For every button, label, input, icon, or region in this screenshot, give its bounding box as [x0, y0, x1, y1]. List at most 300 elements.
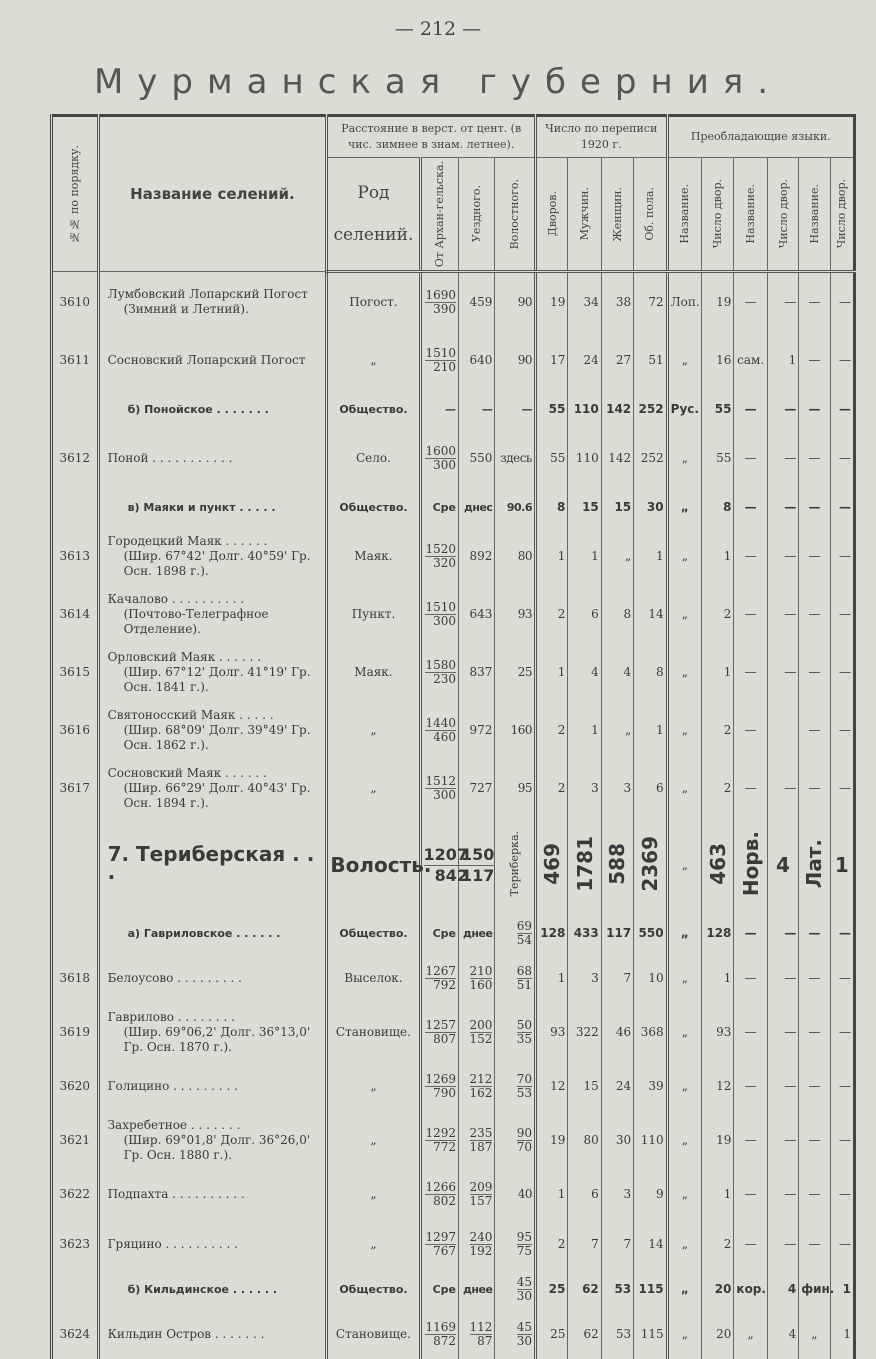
lang1-name: „ — [667, 817, 701, 913]
dist-volost: здесь — [495, 429, 536, 487]
census-dvorov: 12 — [535, 1061, 567, 1111]
lang2-name: кор. — [734, 1269, 767, 1309]
census-women: 588 — [601, 817, 633, 913]
lang3-name: — — [799, 1003, 830, 1061]
census-men: 322 — [568, 1003, 601, 1061]
lang2-dvor: — — [767, 1219, 798, 1269]
census-women: 3 — [601, 1169, 633, 1219]
census-women: 7 — [601, 953, 633, 1003]
lang1-dvor: 2 — [702, 701, 734, 759]
dist-volost: $\frac{50}{35}$ — [495, 1003, 536, 1061]
lang1-dvor: 20 — [702, 1269, 734, 1309]
dist-uezd: 972 — [458, 701, 494, 759]
settlement-type: „ — [327, 1061, 420, 1111]
lang1-name: „ — [667, 913, 701, 953]
census-dvorov: 2 — [535, 701, 567, 759]
dist-arkhangelsk: $\frac{1267}{792}$ — [420, 953, 458, 1003]
census-women: 30 — [601, 1111, 633, 1169]
lang2-name: — — [734, 643, 767, 701]
census-dvorov: 1 — [535, 643, 567, 701]
dist-uezd: $\frac{112}{87}$ — [458, 1309, 494, 1359]
settlements-table — [50, 114, 856, 1359]
dist-volost: 40 — [495, 1169, 536, 1219]
table-row — [52, 643, 855, 701]
table-row — [52, 1219, 855, 1269]
census-total: 39 — [634, 1061, 667, 1111]
table-group-row — [52, 913, 855, 953]
census-women: 53 — [601, 1269, 633, 1309]
lang1-dvor: 1 — [702, 1169, 734, 1219]
census-men: 110 — [568, 429, 601, 487]
census-women: 142 — [601, 389, 633, 429]
settlement-type: Село. — [327, 429, 420, 487]
header-from-arkhangelsk: От Архан-гельска. — [420, 158, 458, 272]
dist-arkhangelsk: $\frac{1690}{390}$ — [420, 272, 458, 332]
settlement-type: Маяк. — [327, 527, 420, 585]
census-dvorov: 93 — [535, 1003, 567, 1061]
dist-uezd: днее — [458, 1269, 494, 1309]
lang1-dvor: 55 — [702, 389, 734, 429]
lang1-dvor: 1 — [702, 643, 734, 701]
settlement-type: Общество. — [327, 487, 420, 527]
lang1-name: „ — [667, 527, 701, 585]
dist-volost: 25 — [495, 643, 536, 701]
lang1-dvor: 2 — [702, 585, 734, 643]
table-group-row — [52, 1269, 855, 1309]
census-women: „ — [601, 527, 633, 585]
census-dvorov: 17 — [535, 331, 567, 389]
lang2-name: „ — [734, 1309, 767, 1359]
row-number: 3615 — [52, 643, 99, 701]
dist-arkhangelsk: Сре — [420, 487, 458, 527]
lang3-dvor: — — [830, 1169, 854, 1219]
header-rod: Род селений. — [327, 158, 420, 272]
census-women: 38 — [601, 272, 633, 332]
lang2-dvor: — — [767, 913, 798, 953]
lang1-name: „ — [667, 1269, 701, 1309]
dist-arkhangelsk: $\frac{1440}{460}$ — [420, 701, 458, 759]
dist-arkhangelsk: $\frac{1266}{802}$ — [420, 1169, 458, 1219]
census-dvorov: 128 — [535, 913, 567, 953]
settlement-name: Святоносский Маяк . . . . . (Шир. 68°09' Долг. 39°49' Гр. Осн. 1862 г.). — [98, 701, 327, 759]
lang3-name: — — [799, 759, 830, 817]
lang2-dvor: — — [767, 585, 798, 643]
lang2-dvor: 1 — [767, 331, 798, 389]
settlement-name: Кильдин Остров . . . . . . . — [98, 1309, 327, 1359]
dist-uezd: 892 — [458, 527, 494, 585]
lang2-name: — — [734, 701, 767, 759]
lang3-dvor: — — [830, 429, 854, 487]
settlement-type: Общество. — [327, 389, 420, 429]
lang2-dvor: 4 — [767, 1309, 798, 1359]
settlement-name: Поной . . . . . . . . . . . — [98, 429, 327, 487]
header-no: №№ по порядку. — [52, 116, 99, 272]
lang1-dvor: 1 — [702, 527, 734, 585]
census-total: 30 — [634, 487, 667, 527]
settlement-name: Захребетное . . . . . . . (Шир. 69°01,8' Долг. 36°26,0' Гр. Осн. 1880 г.). — [98, 1111, 327, 1169]
settlement-type: „ — [327, 1169, 420, 1219]
census-men: 15 — [568, 487, 601, 527]
table-group-row — [52, 817, 855, 913]
lang3-dvor: 1 — [830, 1309, 854, 1359]
dist-uezd: 640 — [458, 331, 494, 389]
lang3-dvor: — — [830, 1219, 854, 1269]
lang2-name: сам. — [734, 331, 767, 389]
dist-arkhangelsk: $\frac{1580}{230}$ — [420, 643, 458, 701]
header-language-group: Преобладающие языки. — [667, 116, 854, 158]
census-men: 1781 — [568, 817, 601, 913]
dist-uezd: $\frac{209}{157}$ — [458, 1169, 494, 1219]
lang1-name: „ — [667, 1169, 701, 1219]
lang1-dvor: 463 — [702, 817, 734, 913]
lang1-name: „ — [667, 487, 701, 527]
row-number: 3622 — [52, 1169, 99, 1219]
census-women: 3 — [601, 759, 633, 817]
settlement-type: Пункт. — [327, 585, 420, 643]
dist-volost: 80 — [495, 527, 536, 585]
row-number: 3611 — [52, 331, 99, 389]
census-dvorov: 25 — [535, 1269, 567, 1309]
census-men: 62 — [568, 1269, 601, 1309]
settlement-name: Белоусово . . . . . . . . . — [98, 953, 327, 1003]
census-men: 3 — [568, 759, 601, 817]
census-dvorov: 1 — [535, 1169, 567, 1219]
dist-volost: $\frac{45}{30}$ — [495, 1269, 536, 1309]
census-dvorov: 469 — [535, 817, 567, 913]
dist-volost: 160 — [495, 701, 536, 759]
census-total: 550 — [634, 913, 667, 953]
lang1-dvor: 2 — [702, 759, 734, 817]
lang1-dvor: 20 — [702, 1309, 734, 1359]
lang3-dvor: — — [830, 759, 854, 817]
lang3-name: „ — [799, 1309, 830, 1359]
lang2-name: — — [734, 487, 767, 527]
dist-uezd: 550 — [458, 429, 494, 487]
settlement-name: а) Гавриловское . . . . . . — [98, 913, 327, 953]
page-title: Мурманская губерния. — [93, 62, 783, 102]
lang3-name: — — [799, 701, 830, 759]
settlement-type: Маяк. — [327, 643, 420, 701]
census-men: 3 — [568, 953, 601, 1003]
lang2-name: — — [734, 759, 767, 817]
census-dvorov: 1 — [535, 953, 567, 1003]
settlement-name: 7. Териберская . . . — [98, 817, 327, 913]
header-lang2-dvor: Число двор. — [767, 158, 798, 272]
lang2-dvor: — — [767, 527, 798, 585]
census-men: 80 — [568, 1111, 601, 1169]
census-dvorov: 19 — [535, 272, 567, 332]
lang3-dvor: — — [830, 643, 854, 701]
lang3-dvor: — — [830, 1061, 854, 1111]
census-dvorov: 19 — [535, 1111, 567, 1169]
census-total: 1 — [634, 527, 667, 585]
header-name: Название селений. — [98, 116, 327, 272]
lang2-name: — — [734, 953, 767, 1003]
lang3-dvor: — — [830, 953, 854, 1003]
table-row — [52, 272, 855, 332]
lang2-name: — — [734, 272, 767, 332]
census-women: 53 — [601, 1309, 633, 1359]
dist-volost: $\frac{70}{53}$ — [495, 1061, 536, 1111]
dist-volost: $\frac{69}{54}$ — [495, 913, 536, 953]
dist-uezd: $\frac{240}{192}$ — [458, 1219, 494, 1269]
header-uezd: Уездного. — [458, 158, 494, 272]
row-number — [52, 1269, 99, 1309]
settlement-type: Погост. — [327, 272, 420, 332]
lang2-name: — — [734, 429, 767, 487]
settlement-type: „ — [327, 759, 420, 817]
lang3-name: — — [799, 1219, 830, 1269]
table-row — [52, 585, 855, 643]
census-men: 24 — [568, 331, 601, 389]
settlement-name: Качалово . . . . . . . . . . (Почтово-Телеграфное Отделение). — [98, 585, 327, 643]
lang3-dvor: — — [830, 1111, 854, 1169]
lang3-dvor: — — [830, 585, 854, 643]
lang2-dvor: — — [767, 1003, 798, 1061]
lang1-name: „ — [667, 1219, 701, 1269]
lang1-dvor: 93 — [702, 1003, 734, 1061]
lang3-name: — — [799, 1169, 830, 1219]
row-number — [52, 487, 99, 527]
row-number — [52, 817, 99, 913]
lang3-name: фин. — [799, 1269, 830, 1309]
row-number: 3618 — [52, 953, 99, 1003]
lang3-dvor: — — [830, 701, 854, 759]
lang1-dvor: 128 — [702, 913, 734, 953]
dist-arkhangelsk: — — [420, 389, 458, 429]
lang2-dvor: — — [767, 1169, 798, 1219]
table-row — [52, 527, 855, 585]
lang3-dvor: 1 — [830, 817, 854, 913]
settlement-name: Лумбовский Лопарский Погост (Зимний и Летний). — [98, 272, 327, 332]
lang2-name: — — [734, 1219, 767, 1269]
dist-arkhangelsk: Сре — [420, 1269, 458, 1309]
dist-arkhangelsk: $\frac{1520}{320}$ — [420, 527, 458, 585]
census-total: 115 — [634, 1309, 667, 1359]
dist-volost: 90 — [495, 272, 536, 332]
dist-uezd: днее — [458, 913, 494, 953]
header-distance-group: Расстояние в верст. от цент. (в чис. зимнее в знам. летнее). — [327, 116, 536, 158]
header-ob-pola: Об. пола. — [634, 158, 667, 272]
lang2-dvor: 4 — [767, 1269, 798, 1309]
lang3-dvor: — — [830, 527, 854, 585]
row-number: 3613 — [52, 527, 99, 585]
lang1-dvor: 19 — [702, 1111, 734, 1169]
lang2-dvor: — — [767, 272, 798, 332]
lang2-dvor: — — [767, 643, 798, 701]
settlement-name: в) Маяки и пункт . . . . . — [98, 487, 327, 527]
header-zhen: Женщин. — [601, 158, 633, 272]
dist-volost: $\frac{90}{70}$ — [495, 1111, 536, 1169]
dist-volost: 90.6 — [495, 487, 536, 527]
lang3-dvor: 1 — [830, 1269, 854, 1309]
lang1-dvor: 8 — [702, 487, 734, 527]
lang2-dvor: — — [767, 487, 798, 527]
header-lang1-dvor: Число двор. — [702, 158, 734, 272]
table-row — [52, 429, 855, 487]
census-men: 7 — [568, 1219, 601, 1269]
census-men: 6 — [568, 1169, 601, 1219]
lang1-name: „ — [667, 1003, 701, 1061]
dist-arkhangelsk: $\frac{1269}{790}$ — [420, 1061, 458, 1111]
row-number: 3612 — [52, 429, 99, 487]
lang2-dvor: — — [767, 389, 798, 429]
dist-arkhangelsk: $\frac{1207}{842}$ — [420, 817, 458, 913]
lang2-name: — — [734, 1111, 767, 1169]
census-dvorov: 2 — [535, 759, 567, 817]
lang2-dvor — [767, 701, 798, 759]
census-total: 368 — [634, 1003, 667, 1061]
lang1-name: „ — [667, 1309, 701, 1359]
lang2-name: — — [734, 1003, 767, 1061]
settlement-name: Подпахта . . . . . . . . . . — [98, 1169, 327, 1219]
lang2-name: Норв. — [734, 817, 767, 913]
census-dvorov: 1 — [535, 527, 567, 585]
census-dvorov: 2 — [535, 1219, 567, 1269]
table-row — [52, 1169, 855, 1219]
row-number — [52, 389, 99, 429]
census-dvorov: 55 — [535, 389, 567, 429]
lang3-name: — — [799, 527, 830, 585]
census-total: 2369 — [634, 817, 667, 913]
settlement-name: Орловский Маяк . . . . . . (Шир. 67°12' Долг. 41°19' Гр. Осн. 1841 г.). — [98, 643, 327, 701]
settlement-name: б) Понойское . . . . . . . — [98, 389, 327, 429]
lang3-dvor: — — [830, 272, 854, 332]
census-women: 4 — [601, 643, 633, 701]
lang1-name: „ — [667, 701, 701, 759]
header-volost: Волостного. — [495, 158, 536, 272]
lang1-dvor: 55 — [702, 429, 734, 487]
census-men: 1 — [568, 527, 601, 585]
census-men: 6 — [568, 585, 601, 643]
settlement-name: Сосновский Маяк . . . . . . (Шир. 66°29' Долг. 40°43' Гр. Осн. 1894 г.). — [98, 759, 327, 817]
lang3-name: — — [799, 1111, 830, 1169]
row-number: 3624 — [52, 1309, 99, 1359]
census-dvorov: 55 — [535, 429, 567, 487]
settlement-name: Сосновский Лопарский Погост — [98, 331, 327, 389]
dist-uezd: $\frac{200}{152}$ — [458, 1003, 494, 1061]
census-total: 9 — [634, 1169, 667, 1219]
lang1-name: „ — [667, 429, 701, 487]
census-men: 110 — [568, 389, 601, 429]
dist-arkhangelsk: $\frac{1510}{210}$ — [420, 331, 458, 389]
census-total: 14 — [634, 1219, 667, 1269]
lang3-name: Лат. — [799, 817, 830, 913]
census-total: 14 — [634, 585, 667, 643]
dist-uezd: $\frac{235}{187}$ — [458, 1111, 494, 1169]
lang2-dvor: — — [767, 1061, 798, 1111]
lang2-dvor: 4 — [767, 817, 798, 913]
settlement-type: „ — [327, 701, 420, 759]
lang1-dvor: 12 — [702, 1061, 734, 1111]
census-men: 1 — [568, 701, 601, 759]
census-women: 8 — [601, 585, 633, 643]
row-number: 3623 — [52, 1219, 99, 1269]
settlement-name: Гаврилово . . . . . . . . (Шир. 69°06,2' Долг. 36°13,0' Гр. Осн. 1870 г.). — [98, 1003, 327, 1061]
dist-arkhangelsk: $\frac{1292}{772}$ — [420, 1111, 458, 1169]
lang3-name: — — [799, 585, 830, 643]
lang3-name: — — [799, 1061, 830, 1111]
table-row — [52, 953, 855, 1003]
census-women: 117 — [601, 913, 633, 953]
census-women: 24 — [601, 1061, 633, 1111]
page-number: — 212 — — [394, 18, 482, 40]
census-women: 46 — [601, 1003, 633, 1061]
header-muzh: Мужчин. — [568, 158, 601, 272]
census-total: 252 — [634, 429, 667, 487]
header-lang1-name: Название. — [667, 158, 701, 272]
row-number: 3620 — [52, 1061, 99, 1111]
dist-uezd: $\frac{212}{162}$ — [458, 1061, 494, 1111]
lang1-dvor: 19 — [702, 272, 734, 332]
row-number: 3619 — [52, 1003, 99, 1061]
census-men: 4 — [568, 643, 601, 701]
dist-arkhangelsk: $\frac{1297}{767}$ — [420, 1219, 458, 1269]
census-men: 34 — [568, 272, 601, 332]
lang3-name: — — [799, 913, 830, 953]
census-total: 252 — [634, 389, 667, 429]
lang2-dvor: — — [767, 429, 798, 487]
dist-volost: — — [495, 389, 536, 429]
table-row — [52, 1309, 855, 1359]
table-row — [52, 759, 855, 817]
dist-arkhangelsk: $\frac{1169}{872}$ — [420, 1309, 458, 1359]
lang3-name: — — [799, 643, 830, 701]
settlement-type: Становище. — [327, 1309, 420, 1359]
lang2-name: — — [734, 1061, 767, 1111]
settlement-type: „ — [327, 1111, 420, 1169]
dist-volost: Териберка. — [495, 817, 536, 913]
lang3-name: — — [799, 389, 830, 429]
census-total: 1 — [634, 701, 667, 759]
census-women: 7 — [601, 1219, 633, 1269]
lang2-name: — — [734, 527, 767, 585]
lang3-name: — — [799, 953, 830, 1003]
lang1-dvor: 2 — [702, 1219, 734, 1269]
census-total: 115 — [634, 1269, 667, 1309]
lang3-name: — — [799, 429, 830, 487]
lang1-dvor: 1 — [702, 953, 734, 1003]
header-dvorov: Дворов. — [535, 158, 567, 272]
row-number: 3621 — [52, 1111, 99, 1169]
lang2-name: — — [734, 585, 767, 643]
census-women: „ — [601, 701, 633, 759]
lang2-name: — — [734, 389, 767, 429]
census-men: 433 — [568, 913, 601, 953]
census-women: 27 — [601, 331, 633, 389]
settlement-name: б) Кильдинское . . . . . . — [98, 1269, 327, 1309]
dist-uezd: $\frac{150}{117}$ — [458, 817, 494, 913]
table-row — [52, 1003, 855, 1061]
header-lang3-dvor: Число двор. — [830, 158, 854, 272]
header-lang2-name: Название. — [734, 158, 767, 272]
row-number — [52, 913, 99, 953]
census-men: 62 — [568, 1309, 601, 1359]
settlement-type: „ — [327, 1219, 420, 1269]
lang3-name: — — [799, 331, 830, 389]
lang3-dvor: — — [830, 389, 854, 429]
lang2-name: — — [734, 913, 767, 953]
row-number: 3614 — [52, 585, 99, 643]
row-number: 3617 — [52, 759, 99, 817]
lang2-dvor: — — [767, 953, 798, 1003]
lang3-dvor: — — [830, 1003, 854, 1061]
lang3-dvor: — — [830, 913, 854, 953]
settlement-type: Волость. — [327, 817, 420, 913]
census-women: 142 — [601, 429, 633, 487]
dist-arkhangelsk: $\frac{1257}{807}$ — [420, 1003, 458, 1061]
dist-arkhangelsk: $\frac{1512}{300}$ — [420, 759, 458, 817]
